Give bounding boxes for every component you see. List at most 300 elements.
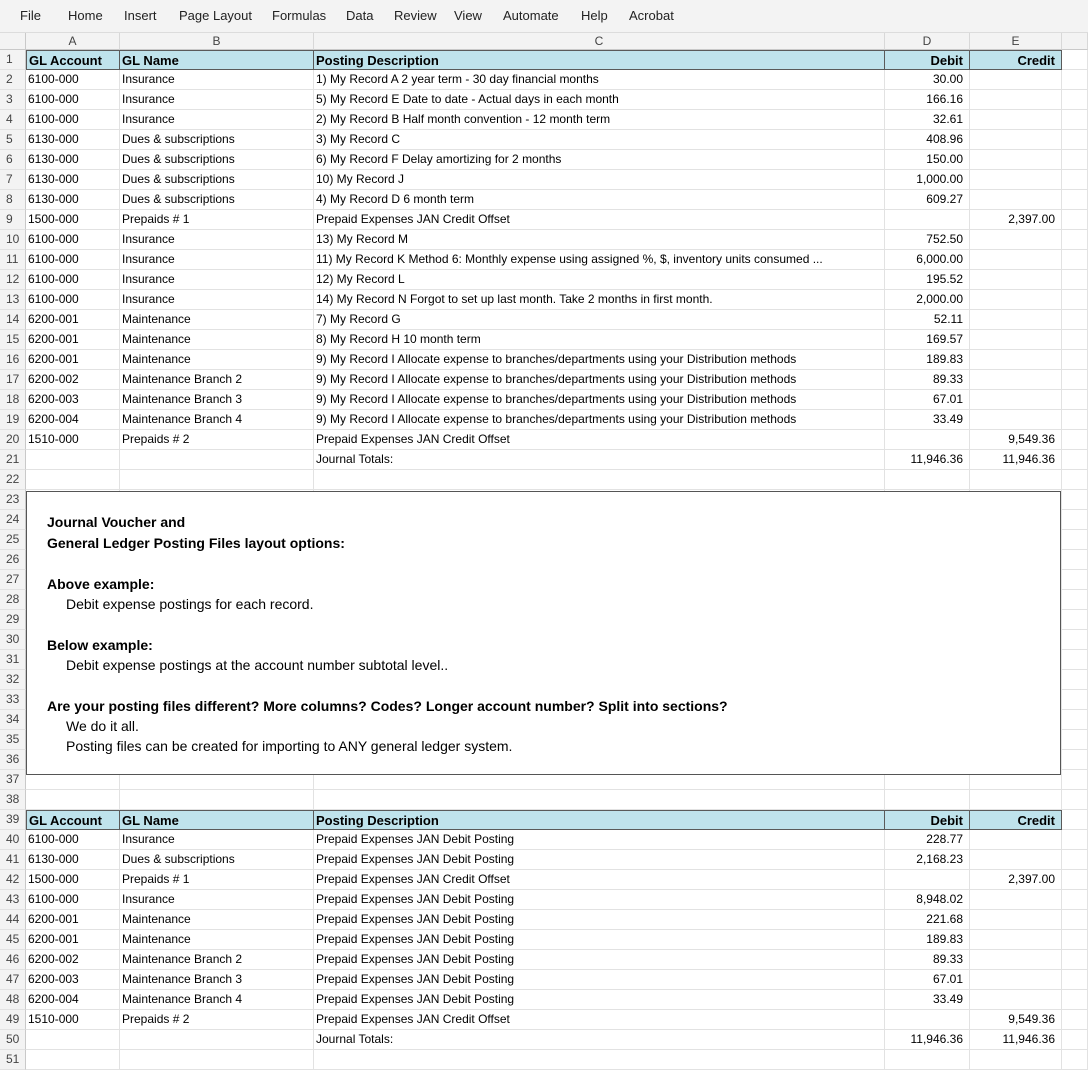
cell[interactable]: [1062, 790, 1088, 810]
row-header[interactable]: 35: [0, 730, 26, 750]
column-header-b[interactable]: B: [120, 33, 314, 50]
cell-debit[interactable]: 32.61: [885, 110, 970, 130]
cell-gl-account[interactable]: 6200-003: [26, 390, 120, 410]
header-debit[interactable]: Debit: [885, 50, 970, 70]
cell-debit[interactable]: 8,948.02: [885, 890, 970, 910]
cell-credit[interactable]: 2,397.00: [970, 210, 1062, 230]
cell[interactable]: [120, 1050, 314, 1070]
menu-review[interactable]: Review: [394, 8, 437, 23]
row-header[interactable]: 12: [0, 270, 26, 290]
cell-gl-account[interactable]: 1500-000: [26, 210, 120, 230]
row-header[interactable]: 31: [0, 650, 26, 670]
cell-credit[interactable]: [970, 970, 1062, 990]
cell-debit[interactable]: 33.49: [885, 990, 970, 1010]
cell-gl-account[interactable]: 6130-000: [26, 170, 120, 190]
cell[interactable]: [1062, 490, 1088, 510]
cell-gl-name[interactable]: Maintenance Branch 4: [120, 990, 314, 1010]
column-header-d[interactable]: D: [885, 33, 970, 50]
row-header[interactable]: 36: [0, 750, 26, 770]
total-credit[interactable]: 11,946.36: [970, 1030, 1062, 1050]
cell[interactable]: [1062, 290, 1088, 310]
row-header[interactable]: 34: [0, 710, 26, 730]
row-header[interactable]: 39: [0, 810, 26, 830]
cell-gl-name[interactable]: Insurance: [120, 110, 314, 130]
row-header[interactable]: 37: [0, 770, 26, 790]
row-header[interactable]: 19: [0, 410, 26, 430]
cell[interactable]: [970, 790, 1062, 810]
row-header[interactable]: 3: [0, 90, 26, 110]
header-gl-account[interactable]: GL Account: [26, 810, 120, 830]
cell[interactable]: [120, 470, 314, 490]
cell-gl-name[interactable]: Prepaids # 2: [120, 430, 314, 450]
cell-credit[interactable]: [970, 390, 1062, 410]
menu-automate[interactable]: Automate: [503, 8, 559, 23]
cell[interactable]: [1062, 1030, 1088, 1050]
cell-gl-name[interactable]: Dues & subscriptions: [120, 130, 314, 150]
cell-debit[interactable]: 228.77: [885, 830, 970, 850]
row-header[interactable]: 38: [0, 790, 26, 810]
row-header[interactable]: 40: [0, 830, 26, 850]
cell-gl-name[interactable]: Maintenance: [120, 330, 314, 350]
row-header[interactable]: 23: [0, 490, 26, 510]
cell-description[interactable]: Prepaid Expenses JAN Debit Posting: [314, 910, 885, 930]
header-gl-account[interactable]: GL Account: [26, 50, 120, 70]
cell[interactable]: [26, 1050, 120, 1070]
row-header[interactable]: 29: [0, 610, 26, 630]
cell-debit[interactable]: 752.50: [885, 230, 970, 250]
note-text-box[interactable]: [26, 491, 1061, 775]
row-header[interactable]: 15: [0, 330, 26, 350]
header-gl-name[interactable]: GL Name: [120, 810, 314, 830]
cell-debit[interactable]: [885, 430, 970, 450]
cell-gl-name[interactable]: Maintenance: [120, 350, 314, 370]
total-debit[interactable]: 11,946.36: [885, 1030, 970, 1050]
cell-debit[interactable]: 30.00: [885, 70, 970, 90]
cell-gl-account[interactable]: 6100-000: [26, 230, 120, 250]
cell-gl-account[interactable]: 6100-000: [26, 270, 120, 290]
cell-description[interactable]: 3) My Record C: [314, 130, 885, 150]
cell[interactable]: [1062, 150, 1088, 170]
cell[interactable]: [1062, 230, 1088, 250]
cell[interactable]: [1062, 870, 1088, 890]
cell-credit[interactable]: 9,549.36: [970, 1010, 1062, 1030]
cell[interactable]: [1062, 890, 1088, 910]
cell[interactable]: [1062, 730, 1088, 750]
cell-credit[interactable]: [970, 190, 1062, 210]
cell[interactable]: [1062, 210, 1088, 230]
menu-formulas[interactable]: Formulas: [272, 8, 327, 23]
cell-credit[interactable]: 9,549.36: [970, 430, 1062, 450]
cell-gl-name[interactable]: Prepaids # 2: [120, 1010, 314, 1030]
row-header[interactable]: 44: [0, 910, 26, 930]
cell-gl-account[interactable]: 6130-000: [26, 130, 120, 150]
row-header[interactable]: 7: [0, 170, 26, 190]
cell-debit[interactable]: 408.96: [885, 130, 970, 150]
cell-gl-account[interactable]: 6200-002: [26, 370, 120, 390]
cell[interactable]: [1062, 130, 1088, 150]
cell[interactable]: [1062, 430, 1088, 450]
cell[interactable]: [1062, 450, 1088, 470]
cell-debit[interactable]: 609.27: [885, 190, 970, 210]
cell-gl-name[interactable]: Insurance: [120, 230, 314, 250]
cell-gl-account[interactable]: 6200-001: [26, 910, 120, 930]
row-header[interactable]: 32: [0, 670, 26, 690]
cell-description[interactable]: 1) My Record A 2 year term - 30 day financial months: [314, 70, 885, 90]
cell[interactable]: [970, 470, 1062, 490]
cell-description[interactable]: 11) My Record K Method 6: Monthly expense using assigned %, $, inventory units consumed ...: [314, 250, 885, 270]
cell[interactable]: [1062, 550, 1088, 570]
cell-credit[interactable]: [970, 890, 1062, 910]
cell-gl-account[interactable]: 6100-000: [26, 290, 120, 310]
menu-help[interactable]: Help: [581, 8, 608, 23]
menu-acrobat[interactable]: Acrobat: [629, 8, 674, 23]
cell-credit[interactable]: [970, 110, 1062, 130]
total-credit[interactable]: 11,946.36: [970, 450, 1062, 470]
row-header[interactable]: 6: [0, 150, 26, 170]
cell-credit[interactable]: 2,397.00: [970, 870, 1062, 890]
cell-credit[interactable]: [970, 930, 1062, 950]
cell-gl-account[interactable]: 6100-000: [26, 830, 120, 850]
cell-gl-name[interactable]: Dues & subscriptions: [120, 190, 314, 210]
row-header[interactable]: 47: [0, 970, 26, 990]
header-debit[interactable]: Debit: [885, 810, 970, 830]
row-header[interactable]: 25: [0, 530, 26, 550]
cell[interactable]: [1062, 650, 1088, 670]
cell[interactable]: [1062, 90, 1088, 110]
cell[interactable]: [1062, 670, 1088, 690]
row-header[interactable]: 16: [0, 350, 26, 370]
cell-gl-account[interactable]: 1510-000: [26, 1010, 120, 1030]
cell-gl-account[interactable]: 6200-001: [26, 350, 120, 370]
cell[interactable]: [1062, 630, 1088, 650]
menu-view[interactable]: View: [454, 8, 482, 23]
row-header[interactable]: 51: [0, 1050, 26, 1070]
cell-gl-account[interactable]: 6130-000: [26, 150, 120, 170]
cell-credit[interactable]: [970, 850, 1062, 870]
cell[interactable]: [1062, 690, 1088, 710]
cell[interactable]: [1062, 270, 1088, 290]
row-header[interactable]: 45: [0, 930, 26, 950]
row-header[interactable]: 18: [0, 390, 26, 410]
cell[interactable]: [1062, 610, 1088, 630]
cell-gl-name[interactable]: Dues & subscriptions: [120, 150, 314, 170]
cell-debit[interactable]: 89.33: [885, 950, 970, 970]
cell-gl-name[interactable]: Insurance: [120, 250, 314, 270]
cell-description[interactable]: Prepaid Expenses JAN Debit Posting: [314, 990, 885, 1010]
row-header[interactable]: 48: [0, 990, 26, 1010]
cell-debit[interactable]: 150.00: [885, 150, 970, 170]
cell-credit[interactable]: [970, 170, 1062, 190]
row-header[interactable]: 50: [0, 1030, 26, 1050]
cell-credit[interactable]: [970, 410, 1062, 430]
cell-description[interactable]: 12) My Record L: [314, 270, 885, 290]
journal-totals-label[interactable]: Journal Totals:: [314, 1030, 885, 1050]
cell-gl-name[interactable]: Maintenance Branch 3: [120, 970, 314, 990]
cell-gl-name[interactable]: Insurance: [120, 70, 314, 90]
cell[interactable]: [26, 450, 120, 470]
cell-description[interactable]: Prepaid Expenses JAN Credit Offset: [314, 1010, 885, 1030]
row-header[interactable]: 43: [0, 890, 26, 910]
cell-credit[interactable]: [970, 290, 1062, 310]
cell-gl-name[interactable]: Insurance: [120, 90, 314, 110]
cell-description[interactable]: 8) My Record H 10 month term: [314, 330, 885, 350]
cell-description[interactable]: 6) My Record F Delay amortizing for 2 months: [314, 150, 885, 170]
cell-credit[interactable]: [970, 330, 1062, 350]
cell-gl-name[interactable]: Maintenance: [120, 310, 314, 330]
cell-description[interactable]: 10) My Record J: [314, 170, 885, 190]
cell-description[interactable]: Prepaid Expenses JAN Credit Offset: [314, 430, 885, 450]
cell[interactable]: [1062, 710, 1088, 730]
cell-gl-account[interactable]: 6200-001: [26, 310, 120, 330]
row-header[interactable]: 14: [0, 310, 26, 330]
total-debit[interactable]: 11,946.36: [885, 450, 970, 470]
row-header[interactable]: 28: [0, 590, 26, 610]
journal-totals-label[interactable]: Journal Totals:: [314, 450, 885, 470]
cell[interactable]: [1062, 1010, 1088, 1030]
cell[interactable]: [1062, 410, 1088, 430]
cell-description[interactable]: Prepaid Expenses JAN Debit Posting: [314, 930, 885, 950]
row-header[interactable]: 2: [0, 70, 26, 90]
cell[interactable]: [314, 790, 885, 810]
cell-debit[interactable]: 33.49: [885, 410, 970, 430]
cell-gl-name[interactable]: Insurance: [120, 290, 314, 310]
cell-description[interactable]: Prepaid Expenses JAN Credit Offset: [314, 210, 885, 230]
cell-credit[interactable]: [970, 90, 1062, 110]
cell-credit[interactable]: [970, 270, 1062, 290]
cell-description[interactable]: 9) My Record I Allocate expense to branches/departments using your Distribution methods: [314, 350, 885, 370]
cell[interactable]: [1062, 390, 1088, 410]
cell-debit[interactable]: [885, 210, 970, 230]
row-header[interactable]: 4: [0, 110, 26, 130]
cell-gl-account[interactable]: 6130-000: [26, 850, 120, 870]
header-gl-name[interactable]: GL Name: [120, 50, 314, 70]
row-header[interactable]: 49: [0, 1010, 26, 1030]
cell[interactable]: [1062, 110, 1088, 130]
cell[interactable]: [1062, 970, 1088, 990]
cell[interactable]: [1062, 250, 1088, 270]
cell[interactable]: [1062, 810, 1088, 830]
cell-gl-account[interactable]: 6100-000: [26, 250, 120, 270]
cell[interactable]: [1062, 510, 1088, 530]
header-posting-description[interactable]: Posting Description: [314, 50, 885, 70]
cell-debit[interactable]: 89.33: [885, 370, 970, 390]
cell-debit[interactable]: 2,000.00: [885, 290, 970, 310]
cell-gl-account[interactable]: 6200-002: [26, 950, 120, 970]
row-header[interactable]: 42: [0, 870, 26, 890]
cell[interactable]: [1062, 370, 1088, 390]
cell-gl-account[interactable]: 6100-000: [26, 890, 120, 910]
cell-debit[interactable]: 195.52: [885, 270, 970, 290]
row-header[interactable]: 41: [0, 850, 26, 870]
row-header[interactable]: 9: [0, 210, 26, 230]
cell-credit[interactable]: [970, 990, 1062, 1010]
cell[interactable]: [1062, 330, 1088, 350]
cell[interactable]: [885, 1050, 970, 1070]
menu-file[interactable]: File: [20, 8, 41, 23]
cell-debit[interactable]: 166.16: [885, 90, 970, 110]
cell-gl-account[interactable]: 6100-000: [26, 70, 120, 90]
cell-credit[interactable]: [970, 310, 1062, 330]
cell-gl-account[interactable]: 6200-001: [26, 930, 120, 950]
cell-gl-name[interactable]: Maintenance Branch 2: [120, 950, 314, 970]
cell[interactable]: [1062, 950, 1088, 970]
cell[interactable]: [1062, 70, 1088, 90]
cell[interactable]: [26, 470, 120, 490]
cell[interactable]: [1062, 570, 1088, 590]
cell-description[interactable]: 9) My Record I Allocate expense to branches/departments using your Distribution methods: [314, 410, 885, 430]
cell[interactable]: [26, 1030, 120, 1050]
cell-gl-name[interactable]: Maintenance Branch 3: [120, 390, 314, 410]
cell-gl-account[interactable]: 6200-004: [26, 410, 120, 430]
cell-description[interactable]: 13) My Record M: [314, 230, 885, 250]
cell[interactable]: [314, 470, 885, 490]
cell-debit[interactable]: 189.83: [885, 350, 970, 370]
cell-credit[interactable]: [970, 130, 1062, 150]
cell-description[interactable]: Prepaid Expenses JAN Debit Posting: [314, 950, 885, 970]
row-header[interactable]: 10: [0, 230, 26, 250]
cell-gl-name[interactable]: Maintenance: [120, 930, 314, 950]
cell[interactable]: [1062, 530, 1088, 550]
cell[interactable]: [1062, 50, 1088, 70]
column-header-f[interactable]: [1062, 33, 1088, 50]
cell-description[interactable]: Prepaid Expenses JAN Debit Posting: [314, 830, 885, 850]
menu-insert[interactable]: Insert: [124, 8, 157, 23]
cell[interactable]: [1062, 590, 1088, 610]
cell-gl-name[interactable]: Maintenance Branch 4: [120, 410, 314, 430]
cell-credit[interactable]: [970, 370, 1062, 390]
cell-gl-account[interactable]: 1500-000: [26, 870, 120, 890]
menu-page-layout[interactable]: Page Layout: [179, 8, 253, 23]
cell-debit[interactable]: 6,000.00: [885, 250, 970, 270]
cell[interactable]: [885, 470, 970, 490]
row-header[interactable]: 21: [0, 450, 26, 470]
cell-description[interactable]: 14) My Record N Forgot to set up last month. Take 2 months in first month.: [314, 290, 885, 310]
row-header[interactable]: 46: [0, 950, 26, 970]
header-credit[interactable]: Credit: [970, 50, 1062, 70]
cell-debit[interactable]: 1,000.00: [885, 170, 970, 190]
column-header-c[interactable]: C: [314, 33, 885, 50]
cell-debit[interactable]: 221.68: [885, 910, 970, 930]
cell-credit[interactable]: [970, 250, 1062, 270]
cell-credit[interactable]: [970, 70, 1062, 90]
cell[interactable]: [120, 790, 314, 810]
cell-debit[interactable]: 2,168.23: [885, 850, 970, 870]
cell-description[interactable]: 9) My Record I Allocate expense to branches/departments using your Distribution methods: [314, 390, 885, 410]
cell[interactable]: [1062, 830, 1088, 850]
cell[interactable]: [314, 1050, 885, 1070]
select-all-corner[interactable]: [0, 33, 26, 50]
row-header[interactable]: 20: [0, 430, 26, 450]
cell-gl-name[interactable]: Maintenance Branch 2: [120, 370, 314, 390]
row-header[interactable]: 27: [0, 570, 26, 590]
row-header[interactable]: 24: [0, 510, 26, 530]
cell[interactable]: [1062, 990, 1088, 1010]
cell[interactable]: [1062, 850, 1088, 870]
cell-debit[interactable]: [885, 870, 970, 890]
cell-gl-name[interactable]: Prepaids # 1: [120, 870, 314, 890]
cell-gl-account[interactable]: 6200-003: [26, 970, 120, 990]
cell-debit[interactable]: 169.57: [885, 330, 970, 350]
row-header[interactable]: 1: [0, 50, 26, 70]
cell-description[interactable]: Prepaid Expenses JAN Debit Posting: [314, 970, 885, 990]
row-header[interactable]: 33: [0, 690, 26, 710]
cell-description[interactable]: Prepaid Expenses JAN Debit Posting: [314, 890, 885, 910]
cell[interactable]: [120, 1030, 314, 1050]
cell-gl-account[interactable]: 6100-000: [26, 110, 120, 130]
cell-gl-name[interactable]: Insurance: [120, 270, 314, 290]
cell[interactable]: [1062, 470, 1088, 490]
cell-gl-name[interactable]: Dues & subscriptions: [120, 170, 314, 190]
cell-description[interactable]: 4) My Record D 6 month term: [314, 190, 885, 210]
cell-debit[interactable]: 67.01: [885, 390, 970, 410]
cell-gl-account[interactable]: 6100-000: [26, 90, 120, 110]
cell-debit[interactable]: 52.11: [885, 310, 970, 330]
cell-debit[interactable]: 67.01: [885, 970, 970, 990]
column-header-a[interactable]: A: [26, 33, 120, 50]
cell-description[interactable]: Prepaid Expenses JAN Debit Posting: [314, 850, 885, 870]
cell[interactable]: [1062, 350, 1088, 370]
cell-description[interactable]: 5) My Record E Date to date - Actual days in each month: [314, 90, 885, 110]
header-posting-description[interactable]: Posting Description: [314, 810, 885, 830]
cell[interactable]: [1062, 750, 1088, 770]
cell[interactable]: [1062, 930, 1088, 950]
cell-gl-account[interactable]: 1510-000: [26, 430, 120, 450]
cell-credit[interactable]: [970, 350, 1062, 370]
cell-description[interactable]: Prepaid Expenses JAN Credit Offset: [314, 870, 885, 890]
cell[interactable]: [1062, 1050, 1088, 1070]
row-header[interactable]: 30: [0, 630, 26, 650]
row-header[interactable]: 17: [0, 370, 26, 390]
cell-debit[interactable]: 189.83: [885, 930, 970, 950]
cell-gl-account[interactable]: 6200-004: [26, 990, 120, 1010]
cell[interactable]: [885, 790, 970, 810]
row-header[interactable]: 8: [0, 190, 26, 210]
cell-description[interactable]: 2) My Record B Half month convention - 12 month term: [314, 110, 885, 130]
row-header[interactable]: 5: [0, 130, 26, 150]
cell[interactable]: [1062, 310, 1088, 330]
cell[interactable]: [1062, 190, 1088, 210]
cell-gl-name[interactable]: Insurance: [120, 830, 314, 850]
column-header-e[interactable]: E: [970, 33, 1062, 50]
cell-gl-name[interactable]: Dues & subscriptions: [120, 850, 314, 870]
cell-gl-name[interactable]: Prepaids # 1: [120, 210, 314, 230]
cell[interactable]: [26, 790, 120, 810]
cell[interactable]: [1062, 770, 1088, 790]
row-header[interactable]: 26: [0, 550, 26, 570]
cell-gl-name[interactable]: Maintenance: [120, 910, 314, 930]
cell-gl-account[interactable]: 6130-000: [26, 190, 120, 210]
menu-home[interactable]: Home: [68, 8, 103, 23]
cell-credit[interactable]: [970, 950, 1062, 970]
cell-debit[interactable]: [885, 1010, 970, 1030]
cell-credit[interactable]: [970, 150, 1062, 170]
row-header[interactable]: 11: [0, 250, 26, 270]
cell-credit[interactable]: [970, 830, 1062, 850]
cell-gl-account[interactable]: 6200-001: [26, 330, 120, 350]
cell-description[interactable]: 9) My Record I Allocate expense to branches/departments using your Distribution methods: [314, 370, 885, 390]
menu-data[interactable]: Data: [346, 8, 374, 23]
cell[interactable]: [1062, 910, 1088, 930]
cell-credit[interactable]: [970, 230, 1062, 250]
header-credit[interactable]: Credit: [970, 810, 1062, 830]
cell-description[interactable]: 7) My Record G: [314, 310, 885, 330]
cell[interactable]: [970, 1050, 1062, 1070]
cell-credit[interactable]: [970, 910, 1062, 930]
cell-gl-name[interactable]: Insurance: [120, 890, 314, 910]
row-header[interactable]: 13: [0, 290, 26, 310]
cell[interactable]: [1062, 170, 1088, 190]
cell[interactable]: [120, 450, 314, 470]
